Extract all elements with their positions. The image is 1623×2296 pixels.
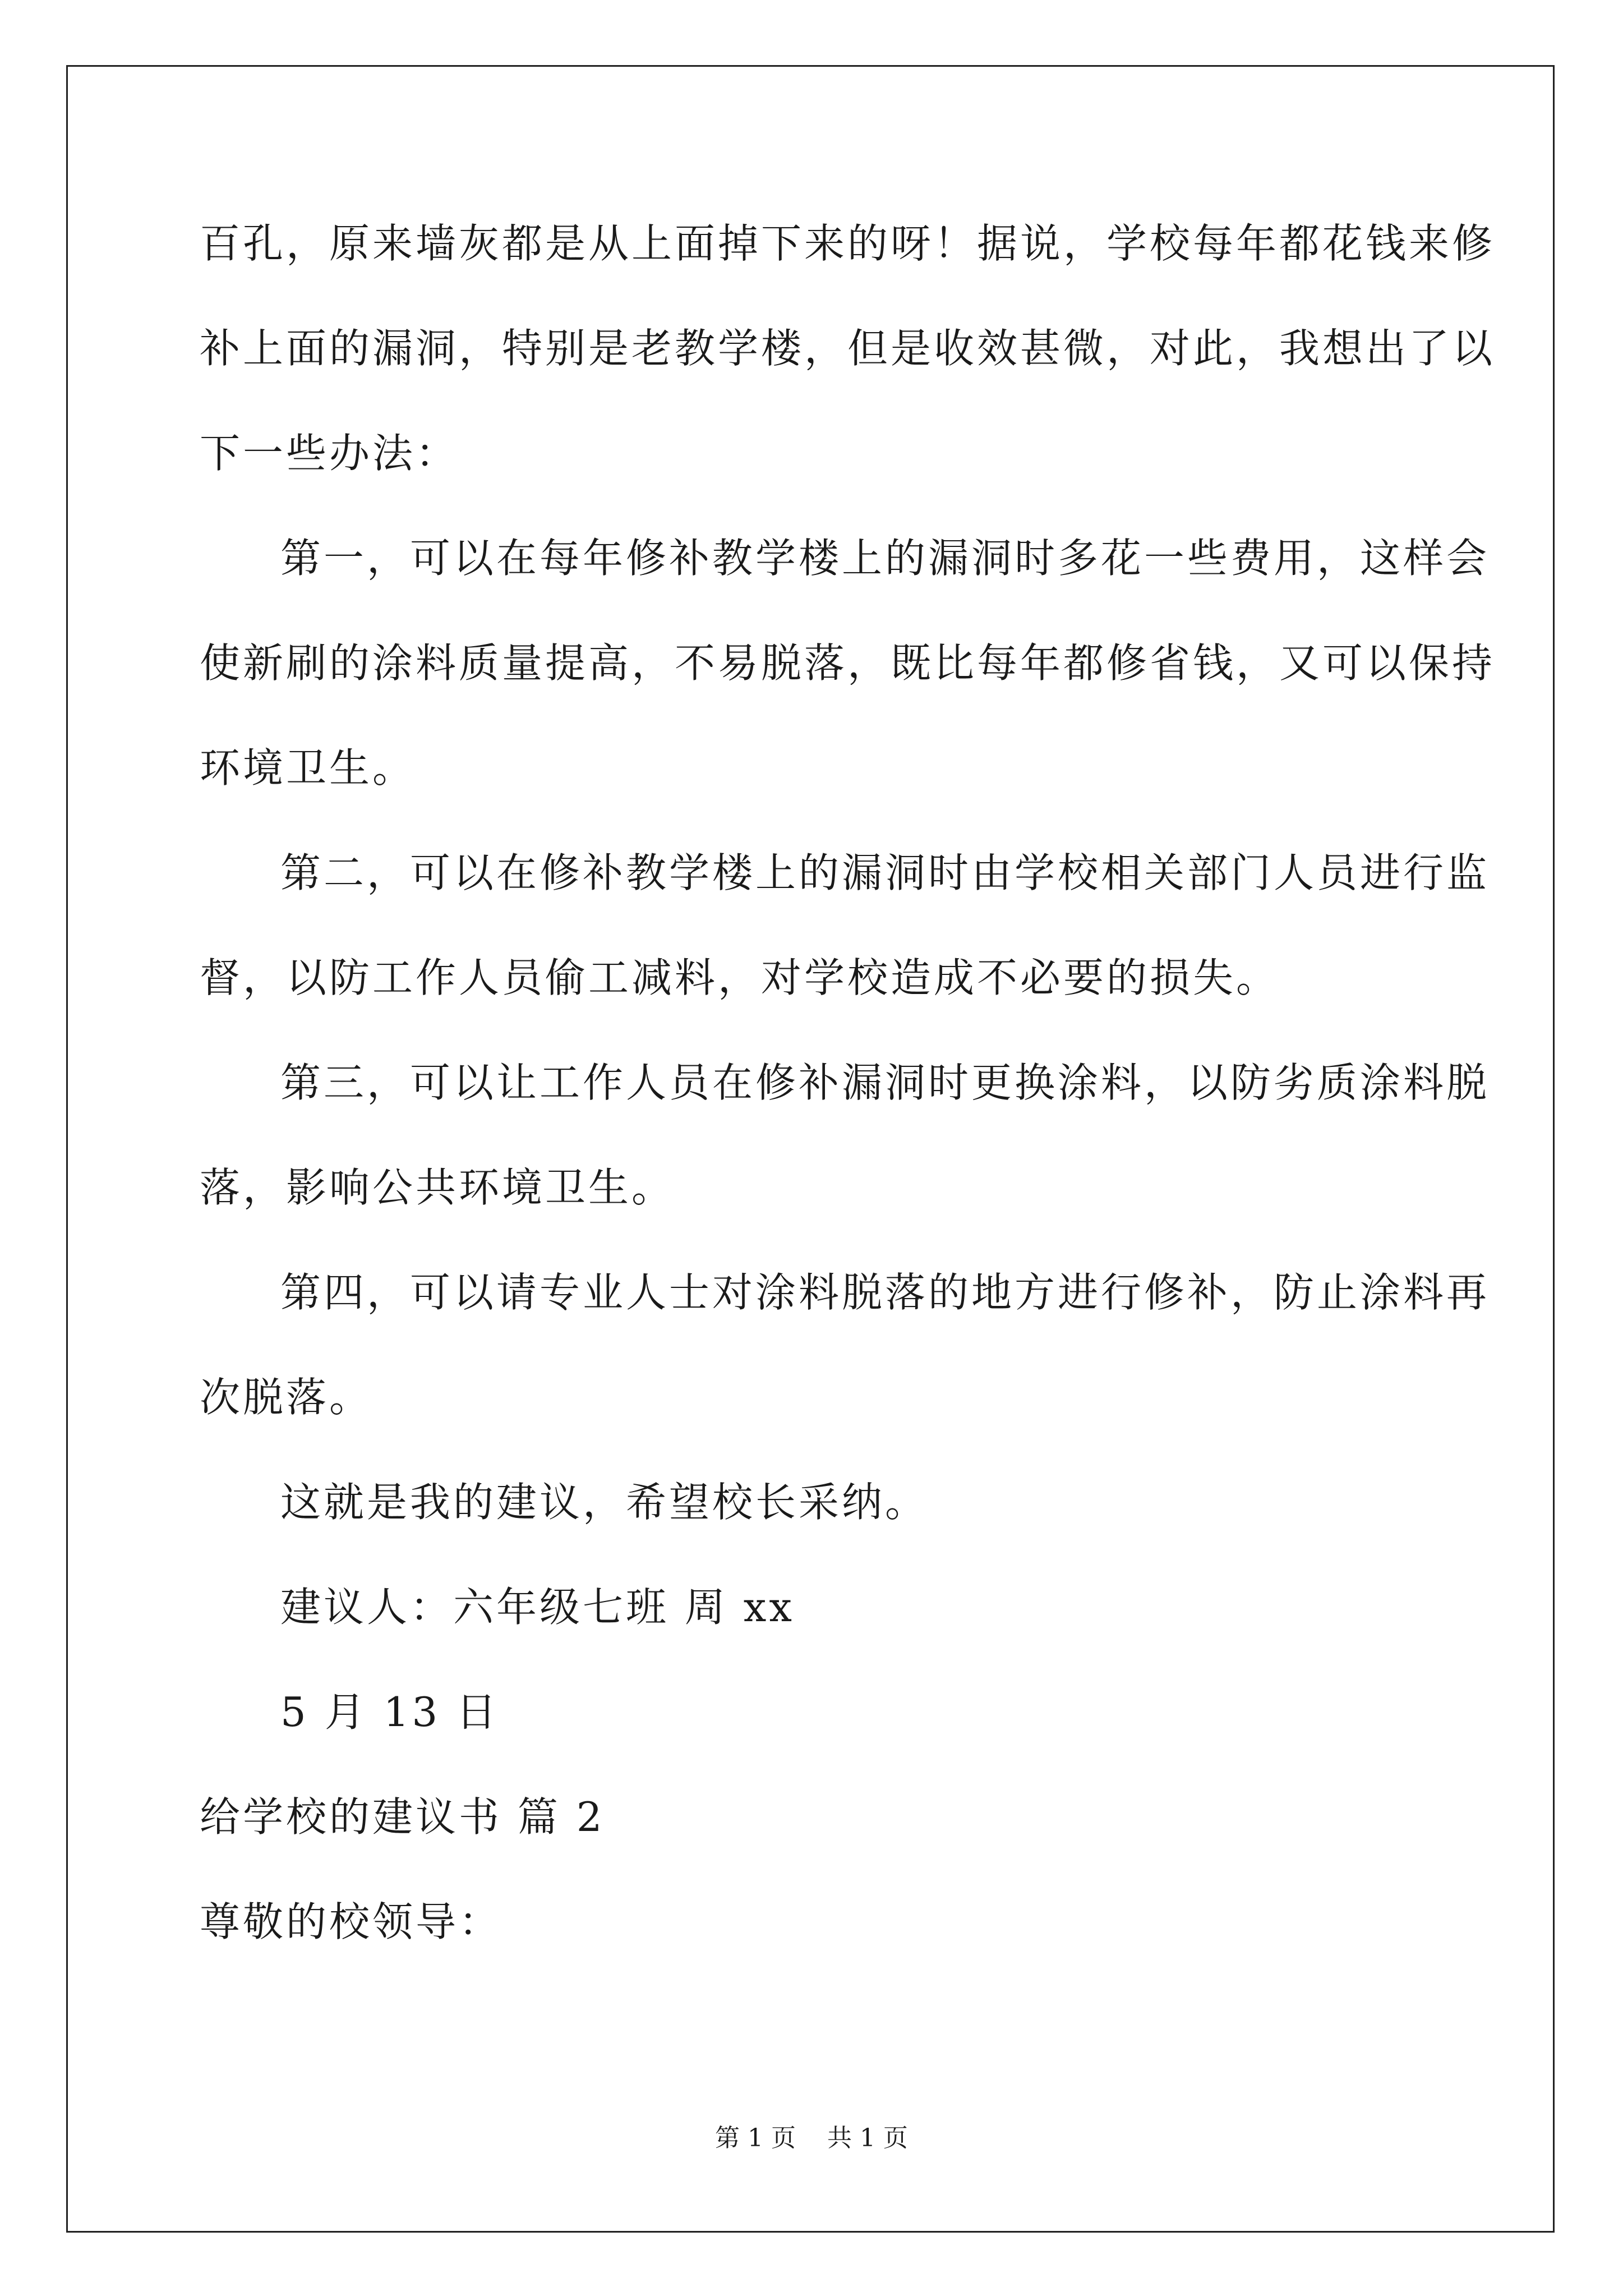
page-footer: 第 1 页 共 1 页 [715,2124,908,2152]
closing-line: 这就是我的建议，希望校长采纳。 [280,1479,929,1526]
salutation-line: 尊敬的校领导： [200,1898,502,1945]
paragraph-line: 督，以防工作人员偷工减料，对学校造成不必要的损失。 [200,954,1280,1001]
date-line: 5 月 13 日 [280,1688,500,1736]
paragraph-line: 第三，可以让工作人员在修补漏洞时更换涂料，以防劣质涂料脱 [280,1059,1490,1106]
paragraph-line: 百孔，原来墙灰都是从上面掉下来的呀！据说，学校每年都花钱来修 [200,220,1496,267]
paragraph-line: 第二，可以在修补教学楼上的漏洞时由学校相关部门人员进行监 [280,849,1490,896]
paragraph-line: 第四，可以请专业人士对涂料脱落的地方进行修补，防止涂料再 [280,1269,1490,1316]
paragraph-line: 下一些办法： [200,430,459,477]
paragraph-line: 使新刷的涂料质量提高，不易脱落，既比每年都修省钱，又可以保持 [200,639,1496,687]
paragraph-line: 补上面的漏洞，特别是老教学楼，但是收效甚微，对此，我想出了以 [200,325,1496,372]
paragraph-line: 第一，可以在每年修补教学楼上的漏洞时多花一些费用，这样会 [280,535,1490,582]
section-heading: 给学校的建议书 篇 2 [200,1793,605,1841]
paragraph-line: 次脱落。 [200,1374,373,1421]
signature-line: 建议人：六年级七班 周 xx [280,1584,795,1631]
paragraph-line: 环境卫生。 [200,744,416,792]
paragraph-line: 落，影响公共环境卫生。 [200,1164,675,1211]
